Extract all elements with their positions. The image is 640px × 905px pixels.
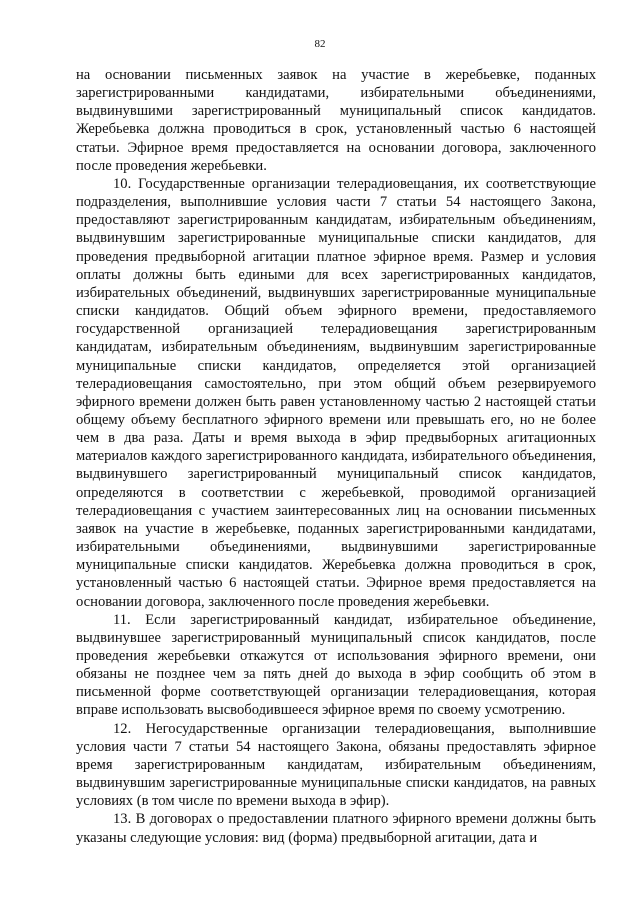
paragraph-13: 13. В договорах о предоставлении платного эфирного времени должны быть указаны следующие условия: вид (форма) предвыборной агитации, дата и (76, 811, 596, 846)
paragraph-12: 12. Негосударственные организации телерадиовещания, выполнившие условия части 7 статьи 54 настоящего Закона, обязаны предоставлять эфирное время зарегистрированным кандидатам, избирательным объединениям, выдвинувшим зарегистрированные муниципальные списки кандидатов, на равных условиях (в том числе по времени выхода в эфир). (76, 720, 596, 810)
paragraph-continuation: на основании письменных заявок на участие в жеребьевке, поданных зарегистрированными кандидатами, избирательными объединениями, выдвинувшими зарегистрированный муниципальный список кандидатов. Жеребьевка должна проводиться в срок, установленный частью 6 настоящей статьи. Эфирное время предоставляется на основании договора, заключенного после проведения жеребьевки. (76, 67, 596, 174)
paragraph-11: 11. Если зарегистрированный кандидат, избирательное объединение, выдвинувшее зарегистрированный муниципальный список кандидатов, после проведения жеребьевки откажутся от использования эфирного времени, они обязаны не позднее чем за пять дней до выхода в эфир сообщить об этом в письменной форме соответствующей организации телерадиовещания, которая вправе использовать высвободившееся эфирное время по своему усмотрению. (76, 611, 596, 719)
page-number: 82 (314, 38, 326, 50)
document-body (76, 66, 596, 847)
paragraph-10: 10. Государственные организации телерадиовещания, их соответствующие подразделения, выполнившие условия части 7 статьи 54 настоящего Закона, предоставляют зарегистрированным кандидатам, избирательным объединениям, выдвинувшим зарегистрированные муниципальные списки кандидатов, для проведения предвыборной агитации платное эфирное время. Размер и условия оплаты должны быть едиными для всех зарегистрированных кандидатов, избирательных объединений, выдвинувших зарегистрированные муниципальные списки кандидатов. Общий объем эфирного времени, предоставляемого государственной организацией телерадиовещания зарегистрированным кандидатам, избирательным объединениям, выдвинувшим зарегистрированные муниципальные списки кандидатов, определяется этой организацией телерадиовещания самостоятельно, при этом общий объем резервируемого эфирного времени должен быть равен установленному частью 2 настоящей статьи общему объему бесплатного эфирного времени или превышать его, но не более чем в два раза. Даты и время выхода в эфир предвыборных агитационных материалов каждого зарегистрированного кандидата, избирательного объединения, выдвинувшего зарегистрированный муниципальный список кандидатов, определяются в соответствии с жеребьевкой, проводимой организацией телерадиовещания с участием заинтересованных лиц на основании письменных заявок на участие в жеребьевке, поданных зарегистрированными кандидатами, избирательными объединениями, выдвинувшими зарегистрированные муниципальные списки кандидатов. Жеребьевка должна проводиться в срок, установленный частью 6 настоящей статьи. Эфирное время предоставляется на основании договора, заключенного после проведения жеребьевки. (76, 175, 596, 610)
